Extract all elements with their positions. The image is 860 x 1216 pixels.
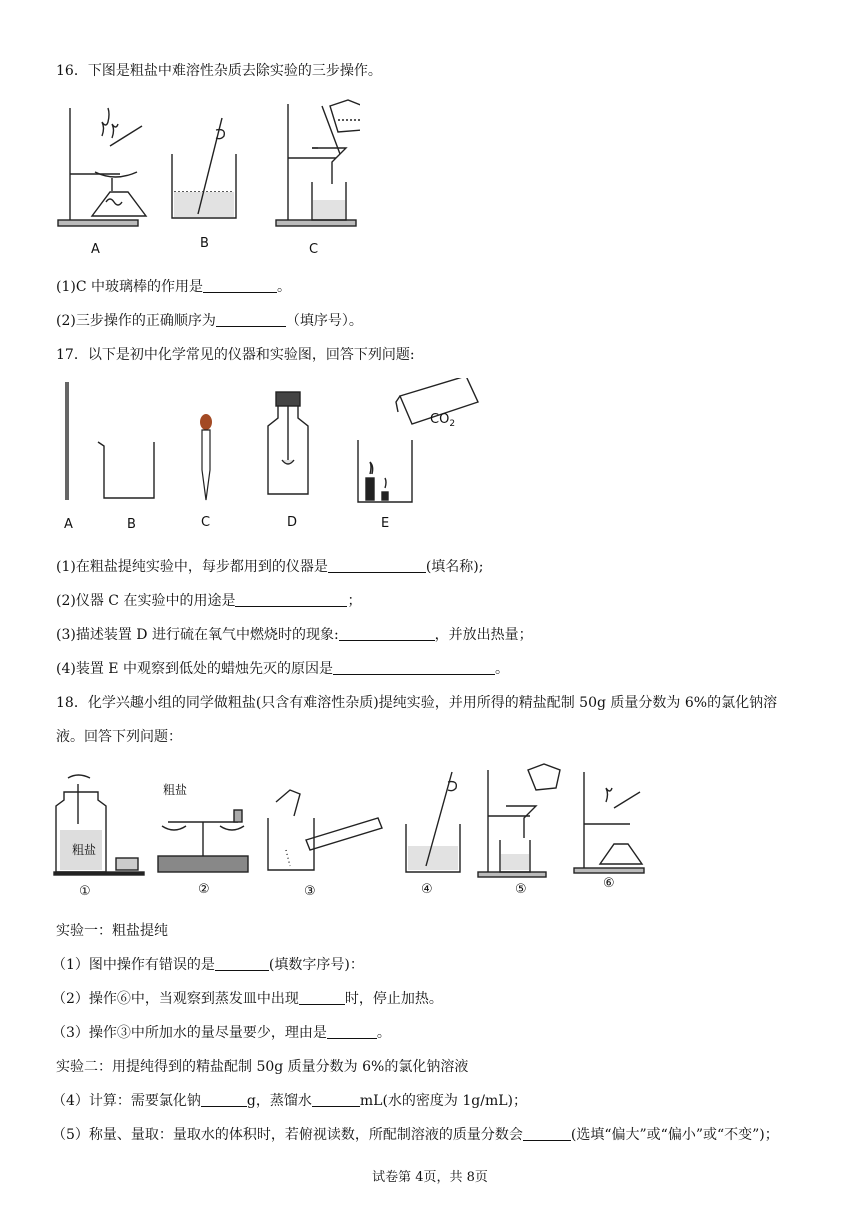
label-2: ② [198,882,210,897]
q17-part1: (1)在粗盐提纯实验中，每步都用到的仪器是 (填名称); [56,559,484,575]
evaporation-apparatus [58,108,146,226]
q18-part4: （4）计算：需要氯化钠 g，蒸馏水 mL(水的密度为 1g/mL)； [52,1093,527,1109]
q16-title: 16．下图是粗盐中难溶性杂质去除实验的三步操作。 [56,63,382,79]
q17-figure [56,378,496,538]
label-B: B [200,236,209,251]
q18-figure [50,762,660,908]
q18-part5: （5）称量、量取：量取水的体积时，若俯视读数，所配制溶液的质量分数会 (选填“偏大”或“偏小”或“不变”)； [52,1127,779,1143]
co2-formula: $CO_2$ [430,412,456,429]
q17-part2: (2)仪器 C 在实验中的用途是 ； [56,593,362,609]
dropper [200,414,212,500]
dissolving-beaker [172,118,236,218]
evaporation-apparatus [574,772,644,873]
balance [158,810,248,872]
label-D: D [287,515,298,530]
q18-title-line2: 液。回答下列问题： [56,729,182,745]
label-A: A [64,517,73,532]
balance-label: 粗盐 [163,783,188,797]
answer-blank[interactable] [299,990,345,1005]
answer-blank[interactable] [333,660,495,675]
answer-blank[interactable] [235,592,347,607]
q16-part1: (1)C 中玻璃棒的作用是 。 [56,279,291,295]
stirring-beaker [406,772,460,872]
jar-label: 粗盐 [72,843,97,857]
answer-blank[interactable] [328,558,426,573]
q18-part3: （3）操作③中所加水的量尽量要少，理由是 。 [52,1025,391,1041]
filtration-apparatus [478,764,560,877]
answer-blank[interactable] [339,626,435,641]
answer-blank[interactable] [327,1024,377,1039]
q17-part3: (3)描述装置 D 进行硫在氧气中燃烧时的现象: ，并放出热量； [56,627,533,643]
label-C: C [201,515,211,530]
label-B: B [127,517,136,532]
q18-part2: （2）操作⑥中，当观察到蒸发皿中出现 时，停止加热。 [52,991,443,1007]
q16-figure [50,96,360,256]
answer-blank[interactable] [203,278,277,293]
dissolving-setup [268,790,382,870]
q18-exp2-heading: 实验二：用提纯得到的精盐配制 50g 质量分数为 6%的氯化钠溶液 [56,1059,469,1075]
glass-rod [65,382,69,500]
q18-exp1-heading: 实验一：粗盐提纯 [56,923,168,939]
q16-part2: (2)三步操作的正确顺序为 （填序号）。 [56,313,363,329]
page-footer: 试卷第 4页，共 8页 [372,1170,488,1185]
label-1: ① [79,884,91,899]
beaker [98,442,154,498]
label-4: ④ [421,882,433,897]
answer-blank[interactable] [312,1092,360,1107]
label-E: E [381,516,390,531]
answer-blank[interactable] [523,1126,571,1141]
label-3: ③ [304,884,316,899]
q18-part1: （1）图中操作有错误的是 (填数字序号)： [52,957,364,973]
label-C: C [309,242,319,257]
salt-jar [54,775,144,875]
answer-blank[interactable] [201,1092,247,1107]
q17-title: 17．以下是初中化学常见的仪器和实验图，回答下列问题: [56,347,415,363]
label-5: ⑤ [515,882,527,897]
gas-jar [268,392,308,494]
q18-title-line1: 18．化学兴趣小组的同学做粗盐(只含有难溶性杂质)提纯实验，并用所得的精盐配制 50g 质量分数为 6%的氯化钠溶 [56,695,778,711]
answer-blank[interactable] [215,956,269,971]
label-A: A [91,242,100,257]
label-6: ⑥ [603,876,615,891]
co2-candle-experiment [358,378,478,502]
filtration-apparatus [276,100,360,226]
q17-part4: (4)装置 E 中观察到低处的蜡烛先灭的原因是 。 [56,661,509,677]
answer-blank[interactable] [216,312,286,327]
